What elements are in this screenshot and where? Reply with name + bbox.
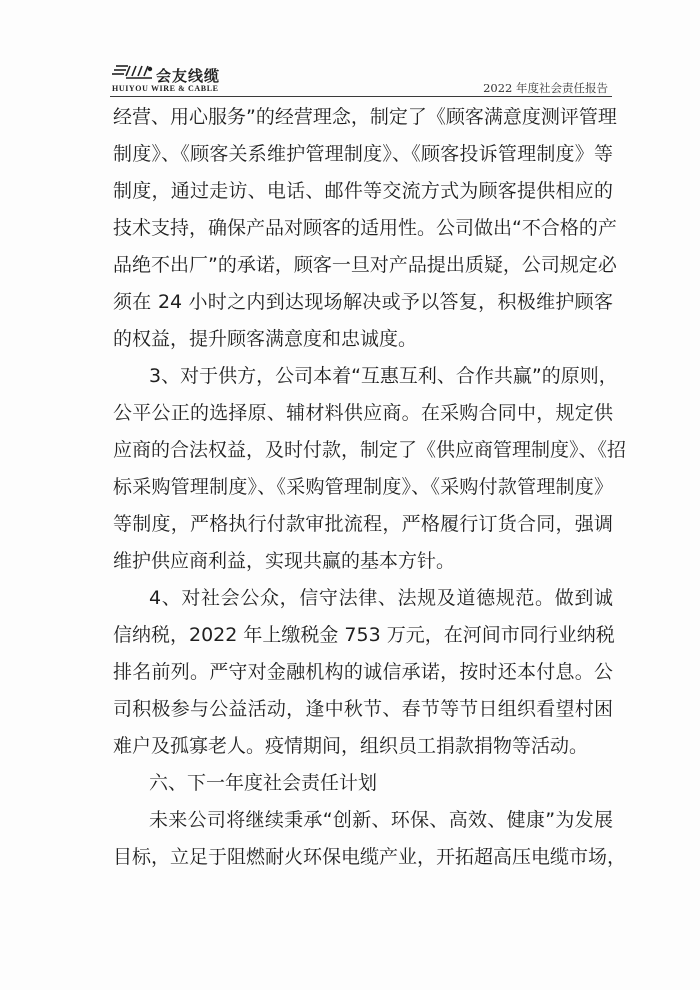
text-line: 品绝不出厂”的承诺，顾客一旦对产品提出质疑，公司规定必 bbox=[113, 254, 617, 276]
logo-mark-icon bbox=[112, 64, 154, 86]
text-line: 制度，通过走访、电话、邮件等交流方式为顾客提供相应的 bbox=[113, 180, 613, 202]
text-line: 3、对于供方，公司本着“互惠互利、合作共赢”的原则， bbox=[149, 365, 618, 387]
text-line: 维护供应商利益，实现共赢的基本方针。 bbox=[113, 550, 456, 572]
text-line: 等制度，严格执行付款审批流程，严格履行订货合同，强调 bbox=[113, 513, 613, 535]
text-line: 的权益，提升顾客满意度和忠诚度。 bbox=[113, 328, 418, 350]
logo-chinese-name: 会友线缆 bbox=[156, 67, 221, 85]
text-line: 公平公正的选择原、辅材料供应商。在采购合同中，规定供 bbox=[113, 402, 613, 424]
text-line: 未来公司将继续秉承“创新、环保、高效、健康”为发展 bbox=[149, 809, 613, 831]
text-line: 标采购管理制度》、《采购管理制度》、《采购付款管理制度》 bbox=[113, 476, 613, 498]
logo-english-name: HUIYOU WIRE & CABLE bbox=[112, 84, 219, 93]
text-line: 司积极参与公益活动，逢中秋节、春节等节日组织看望村困 bbox=[113, 698, 613, 720]
text-line: 应商的合法权益，及时付款，制定了《供应商管理制度》、《招 bbox=[113, 439, 627, 461]
text-line: 排名前列。严守对金融机构的诚信承诺，按时还本付息。公 bbox=[113, 661, 613, 683]
text-line: 信纳税，2022 年上缴税金 753 万元，在河间市同行业纳税 bbox=[113, 624, 615, 646]
text-line: 经营、用心服务”的经营理念，制定了《顾客满意度测评管理 bbox=[113, 106, 617, 128]
text-line: 难户及孤寡老人。疫情期间，组织员工捐款捐物等活动。 bbox=[113, 735, 589, 757]
company-logo bbox=[112, 64, 262, 94]
header-divider bbox=[110, 96, 612, 97]
text-line: 须在 24 小时之内到达现场解决或予以答复，积极维护顾客 bbox=[113, 291, 613, 313]
report-title: 2022 年度社会责任报告 bbox=[483, 81, 608, 95]
text-line: 目标，立足于阻燃耐火环保电缆产业，开拓超高压电缆市场， bbox=[113, 846, 627, 868]
section-heading: 六、下一年度社会责任计划 bbox=[149, 772, 378, 794]
text-line: 4、对社会公众，信守法律、法规及道德规范。做到诚 bbox=[149, 587, 613, 609]
text-line: 技术支持，确保产品对顾客的适用性。公司做出“不合格的产 bbox=[113, 217, 617, 239]
page-header bbox=[100, 58, 612, 98]
text-line: 制度》、《顾客关系维护管理制度》、《顾客投诉管理制度》等 bbox=[113, 143, 613, 165]
